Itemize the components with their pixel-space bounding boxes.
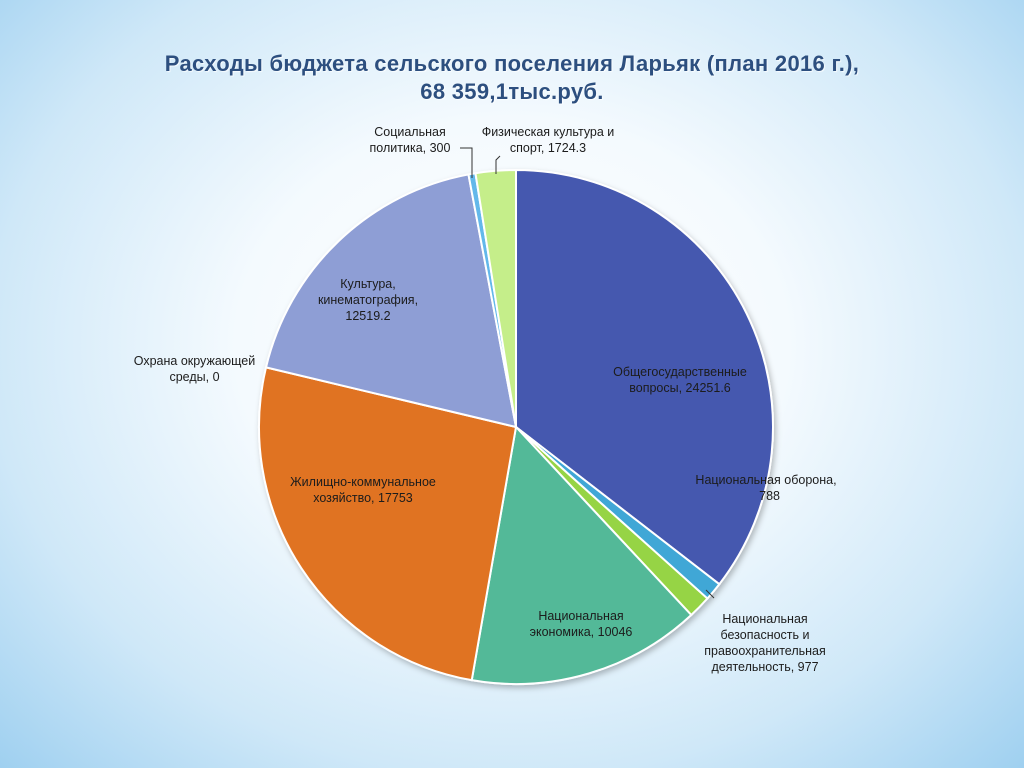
chart-title-line-2: 68 359,1тыс.руб. — [420, 79, 604, 104]
label-national-security: Национальная безопасность и правоохранительная деятельность, 977 — [704, 612, 826, 674]
label-environment: Охрана окружающей среды, 0 — [133, 354, 256, 384]
label-social-policy: Социальная политика, 300 — [369, 125, 451, 155]
chart-title-line-1: Расходы бюджета сельского поселения Ларьяк (план 2016 г.), — [164, 51, 860, 76]
label-sport: Физическая культура и спорт, 1724.3 — [481, 125, 615, 155]
label-housing-utilities: Жилищно-коммунальное хозяйство, 17753 — [290, 475, 436, 505]
label-national-defense: Национальная оборона, 788 — [695, 473, 837, 503]
label-culture: Культура, кинематография, 12519.2 — [317, 277, 419, 323]
label-national-economy: Национальная экономика, 10046 — [529, 609, 633, 639]
label-general-affairs: Общегосударственные вопросы, 24251.6 — [613, 365, 747, 395]
